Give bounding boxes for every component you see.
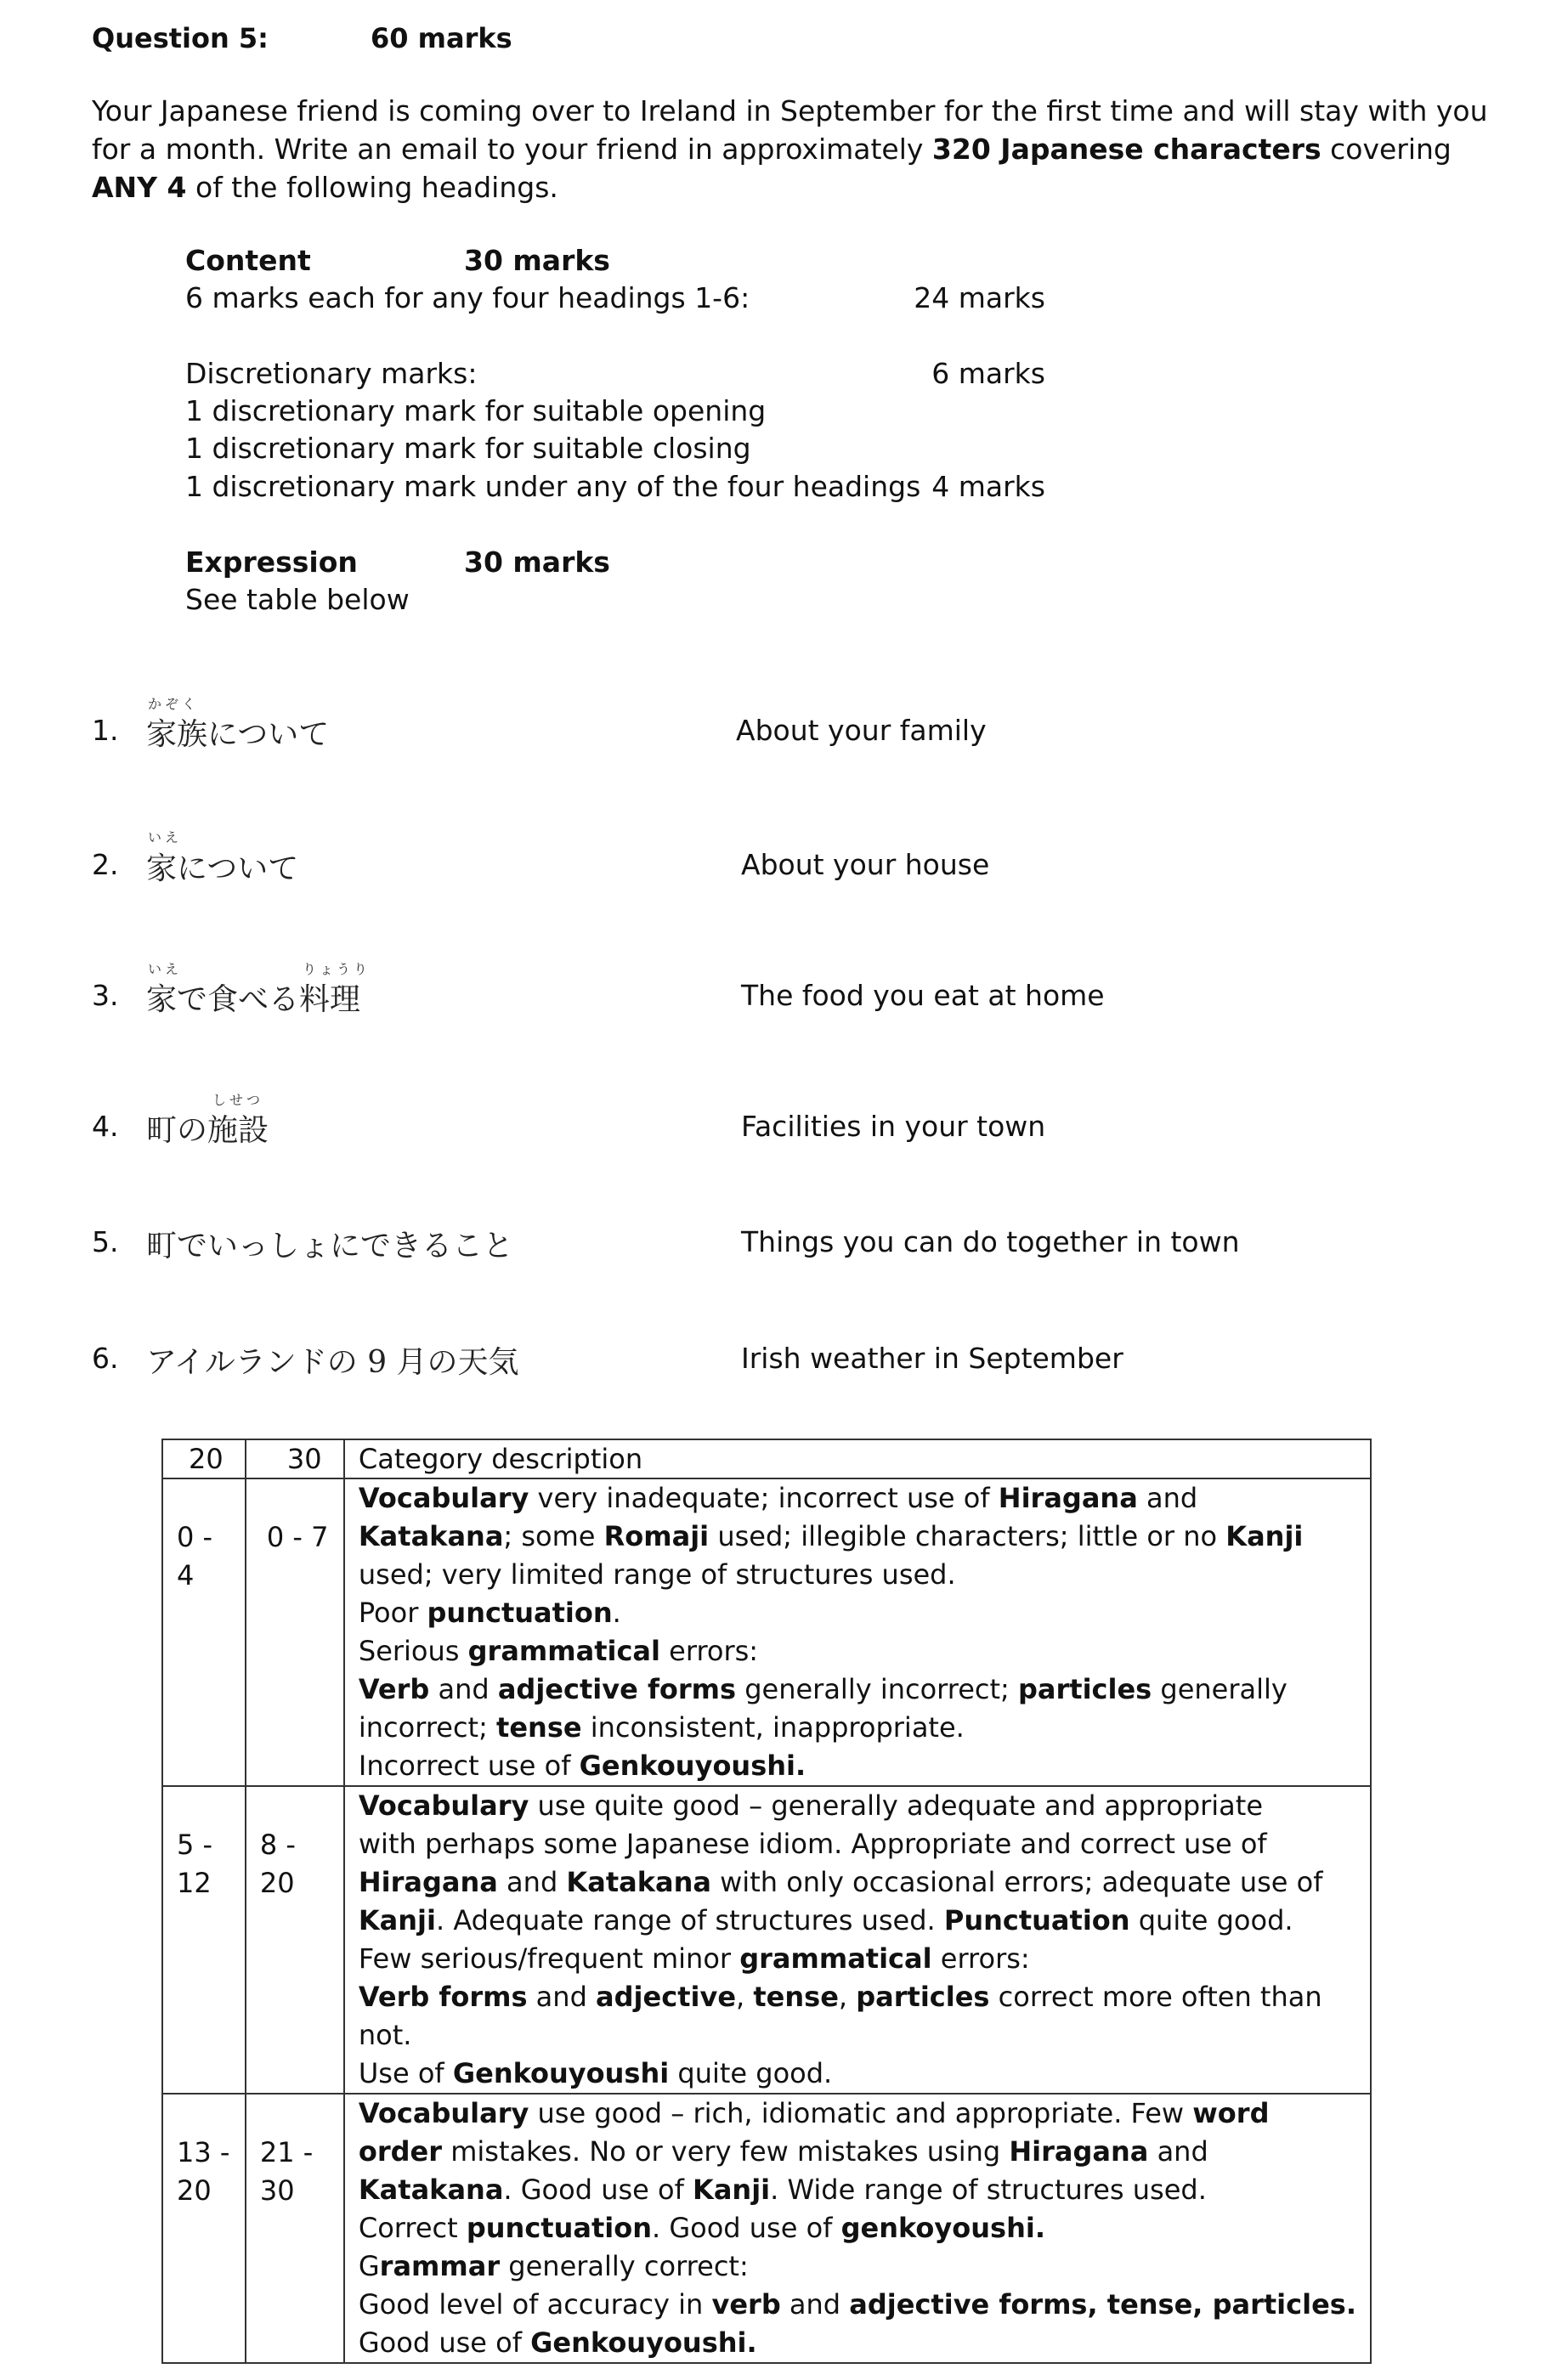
heading-4-ruby: しせつ xyxy=(212,1092,264,1108)
heading-2-ruby: いえ xyxy=(148,829,183,845)
row-1-range-20: 0 - 4 xyxy=(162,1478,246,1786)
disc-headings: 1 discretionary mark under any of the four headings xyxy=(185,470,921,503)
heading-1-number: 1. xyxy=(92,714,119,747)
row-2-description: Vocabulary use quite good – generally adequate and appropriate with perhaps some Japanese idiom. Appropriate and correct use of Hiragana and Katakana with only occasional errors; adequate use of Kanji. Adequate range of structures used. Punctuation quite good. Few serious/frequent minor grammatical errors: Verb forms and adjective, tense, particles correct more often than not. Use of Genkouyoushi quite good. xyxy=(344,1786,1371,2094)
heading-3-number: 3. xyxy=(92,979,119,1012)
row-3-description: Vocabulary use good – rich, idiomatic and appropriate. Few word order mistakes. No or very few mistakes using Hiragana and Katakana. Good use of Kanji. Wide range of structures used. Correct punctuation. Good use of genkoyoushi. Grammar generally correct: Good level of accuracy in verb and adjective forms, tense, particles. Good use of Genkouyoushi. xyxy=(344,2094,1371,2363)
row-2-range-20: 5 - 12 xyxy=(162,1786,246,2094)
disc-label: Discretionary marks: xyxy=(185,357,478,390)
expression-label: Expression xyxy=(185,546,358,579)
disc-headings-marks: 4 marks xyxy=(931,470,1045,503)
intro-paragraph xyxy=(92,92,1494,206)
table-header-row xyxy=(162,1439,1371,1478)
intro-bold-1: 320 Japanese characters xyxy=(931,133,1321,166)
content-label: Content xyxy=(185,244,311,277)
heading-5-japanese: 町でいっしょにできること xyxy=(146,1229,514,1263)
question-marks: 60 marks xyxy=(371,22,512,54)
heading-3-ruby: いえ xyxy=(148,961,183,977)
heading-3-japanese: 家で食べる料理 xyxy=(146,982,361,1017)
heading-6-japanese: アイルランドの 9 月の天気 xyxy=(146,1345,519,1380)
expression-rubric-table xyxy=(161,1439,1372,2364)
intro-bold-2: ANY 4 xyxy=(92,171,187,204)
heading-6-english: Irish weather in September xyxy=(741,1342,1123,1375)
heading-3-ruby-2: りょうり xyxy=(303,961,371,977)
row-2-range-30: 8 - 20 xyxy=(246,1786,344,2094)
disc-opening: 1 discretionary mark for suitable opening xyxy=(185,394,767,427)
content-desc: 6 marks each for any four headings 1-6: xyxy=(185,281,750,314)
intro-text-2: covering xyxy=(1321,133,1452,166)
heading-4-english: Facilities in your town xyxy=(741,1110,1046,1143)
header-30: 30 xyxy=(246,1439,344,1478)
heading-1-ruby: かぞく xyxy=(148,696,200,712)
row-3-range-30: 21 - 30 xyxy=(246,2094,344,2363)
table-row xyxy=(162,2094,1371,2363)
heading-1-english: About your family xyxy=(736,714,987,747)
header-category: Category description xyxy=(344,1439,1371,1478)
heading-3-english: The food you eat at home xyxy=(741,979,1105,1012)
row-1-range-30: 0 - 7 xyxy=(246,1478,344,1786)
question-title: Question 5: xyxy=(92,22,269,54)
heading-6-number: 6. xyxy=(92,1342,119,1375)
heading-2-english: About your house xyxy=(741,848,990,881)
expression-marks: 30 marks xyxy=(464,546,610,579)
header-20: 20 xyxy=(162,1439,246,1478)
content-marks: 30 marks xyxy=(464,244,610,277)
heading-4-japanese: 町の施設 xyxy=(146,1113,269,1148)
content-desc-marks: 24 marks xyxy=(914,281,1045,314)
intro-text-3: of the following headings. xyxy=(186,171,558,204)
intro-text-1: Your Japanese friend is coming over to Ireland in September for the first time and will stay with you for a month. Write an email to your friend in approximately xyxy=(92,94,1488,166)
table-row xyxy=(162,1786,1371,2094)
heading-1-japanese: 家族について xyxy=(146,717,330,752)
heading-2-japanese: 家について xyxy=(146,851,299,886)
expression-desc: See table below xyxy=(185,583,410,616)
heading-4-number: 4. xyxy=(92,1110,119,1143)
heading-5-number: 5. xyxy=(92,1225,119,1258)
heading-5-english: Things you can do together in town xyxy=(741,1225,1240,1258)
row-3-range-20: 13 - 20 xyxy=(162,2094,246,2363)
disc-closing: 1 discretionary mark for suitable closing xyxy=(185,432,751,465)
heading-2-number: 2. xyxy=(92,848,119,881)
row-1-description: Vocabulary very inadequate; incorrect use of Hiragana and Katakana; some Romaji used; illegible characters; little or no Kanji used; very limited range of structures used. Poor punctuation. Serious grammatical errors: Verb and adjective forms generally incorrect; particles generally incorrect; tense inconsistent, inappropriate. Incorrect use of Genkouyoushi. xyxy=(344,1478,1371,1786)
table-row xyxy=(162,1478,1371,1786)
disc-marks: 6 marks xyxy=(931,357,1045,390)
